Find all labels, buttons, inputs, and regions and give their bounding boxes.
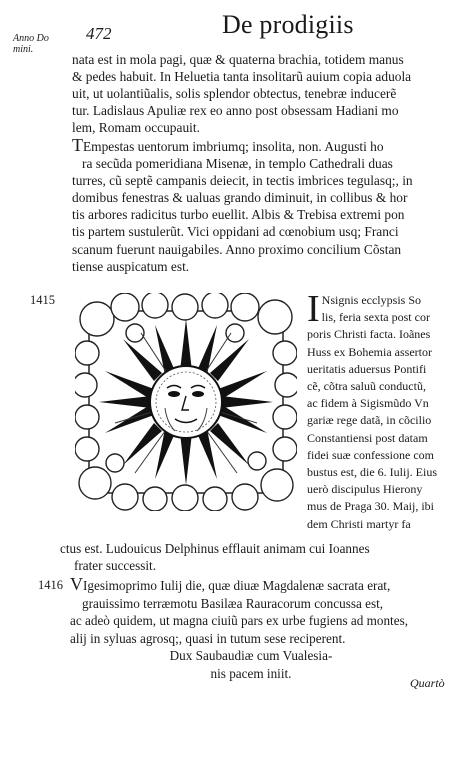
- text-line: tiense auspicatum est.: [72, 258, 190, 274]
- text-line: Huss ex Bohemia assertor: [307, 344, 432, 359]
- text-line: fidei suæ confessione com: [307, 447, 434, 462]
- text-line: tur. Ladislaus Apuliæ rex eo anno post obsessam Hadiani mo: [72, 103, 399, 119]
- text-line: uit, ut uolantiũalis, solis splendor obtectus, tenebræ inducerẽ: [72, 86, 397, 102]
- year-1416: 1416: [38, 578, 63, 592]
- text-line: TEmpestas uentorum imbriumq; insolita, non. Augusti ho: [72, 135, 384, 155]
- text-line: mus de Praga 30. Maij, ibi: [307, 499, 434, 514]
- text-line: uerò discipulus Hierony: [307, 482, 423, 497]
- text-line: lem, Romam occupauit.: [72, 120, 200, 136]
- margin-note-line2: mini.: [13, 44, 34, 55]
- text-line: & pedes habuit. In Heluetia tanta insolitarũ auium copia aduola: [72, 69, 412, 85]
- paragraph-1: [72, 51, 462, 136]
- text-line: frater successit.: [74, 558, 157, 574]
- text-line: turres, cũ septẽ campanis deiecit, in tectis imbrices tegulasq;, in: [72, 173, 413, 189]
- text-line: lis, feria sexta post cor: [321, 310, 430, 325]
- running-title: De prodigiis: [222, 10, 354, 39]
- text-line: dem Christi martyr fa: [307, 516, 411, 531]
- initial-letter-v: V: [70, 574, 83, 594]
- text-line: VIgesimoprimo Iulij die, quæ diuæ Magdalenæ sacrata erat,: [70, 574, 391, 594]
- sun-with-face-in-clouds-icon: [75, 293, 297, 511]
- text-line: nata est in mola pagi, quæ & quaterna brachia, totidem manus: [72, 52, 404, 67]
- text-line: tis partem sustulerũt. Vici oppidani ad cœnobium usq; Franci: [72, 224, 399, 240]
- initial-letter-i: I: [307, 288, 320, 330]
- eclipse-paragraph: [307, 288, 467, 533]
- text-line: bustus est, die 6. Iulij. Eius: [307, 465, 437, 480]
- text-line: gariæ rege datã, in cõcilio: [307, 413, 432, 428]
- eclipse-paragraph-continued: [60, 540, 460, 574]
- text-line: Nsignis ecclypsis So: [321, 293, 421, 307]
- text-line: cẽ, cõtra saluũ conductũ,: [307, 379, 426, 394]
- text-line: grauissimo terræmotu Basilæa Rauracorum concussa est,: [82, 595, 384, 611]
- year-1415: 1415: [30, 293, 55, 307]
- earthquake-paragraph: [70, 576, 462, 682]
- text-line: Constantiensi post datam: [307, 430, 428, 445]
- text-line: ac fidem à Sigismũdo Vn: [307, 396, 429, 411]
- text-line: ac adeò quidem, ut magna ciuiũ pars ex urbe fugiens ad montes,: [70, 613, 409, 628]
- text-line: ctus est. Ludouicus Delphinus efflauit animam cui Ioannes: [60, 541, 370, 556]
- text-line: domibus fenestras & ualuas grando diminuit, in collibus & hor: [72, 190, 408, 206]
- text-line: ueritatis aduersus Pontifi: [307, 361, 427, 376]
- text-line: ra secũda pomeridiana Misenæ, in templo Cathedrali duas: [82, 156, 393, 172]
- initial-letter-t: T: [72, 135, 83, 155]
- text-line: Dux Saubaudiæ cum Vualesia-: [169, 648, 333, 663]
- catchword: Quartò: [410, 676, 445, 690]
- page-number: 472: [86, 24, 112, 43]
- text-line: scanum fuerunt nauigabiles. Anno proximo concilium Cõstan: [72, 241, 402, 257]
- text-line: tis arbores radicitus turbo euellit. Albis & Trebisa extremi pon: [72, 207, 405, 223]
- margin-note-line1: Anno Do: [13, 33, 49, 44]
- text-line: poris Christi facta. Ioãnes: [307, 327, 431, 342]
- paragraph-2: [72, 137, 462, 275]
- text-line: nis pacem iniit.: [210, 665, 292, 681]
- margin-note-anno-domini: [13, 33, 69, 55]
- text-line: alij in syluas agrosq;, quasi in tutum sese reciperent.: [70, 630, 346, 646]
